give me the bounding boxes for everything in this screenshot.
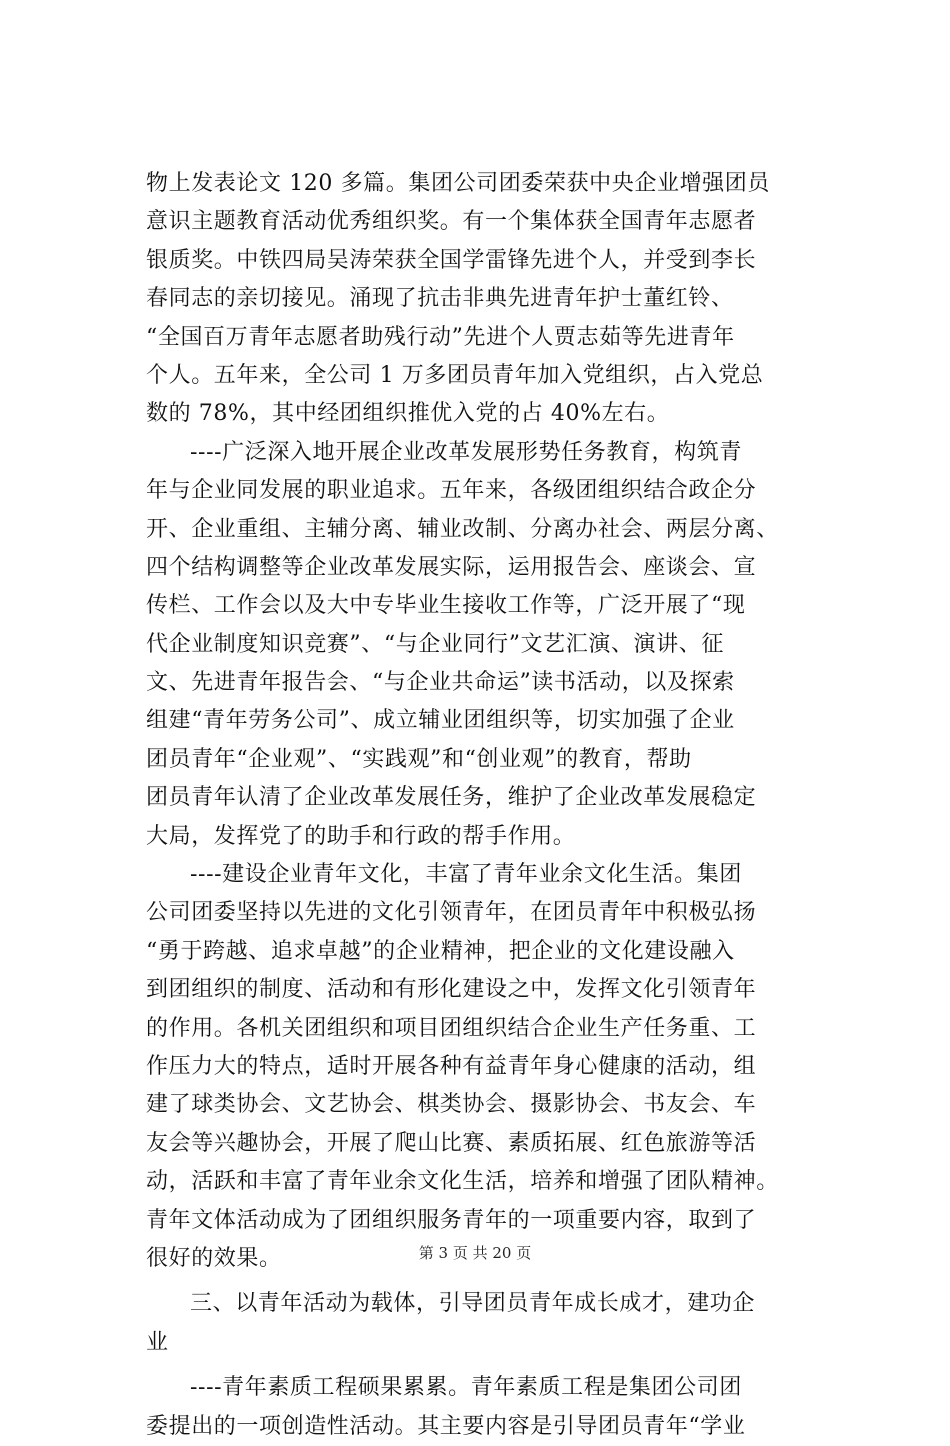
text-line: 委提出的一项创造性活动。其主要内容是引导团员青年“学业 xyxy=(146,1413,746,1439)
text-line: “全国百万青年志愿者助残行动”先进个人贾志茹等先进青年 xyxy=(146,324,735,350)
text-line: 团员青年“企业观”、“实践观”和“创业观”的教育，帮助 xyxy=(146,746,692,772)
text-line: 银质奖。中铁四局吴涛荣获全国学雷锋先进个人，并受到李长 xyxy=(146,247,757,273)
text-line: 动，活跃和丰富了青年业余文化生活，培养和增强了团队精神。 xyxy=(146,1169,779,1195)
text-line: 建了球类协会、文艺协会、棋类协会、摄影协会、书友会、车 xyxy=(146,1092,757,1118)
text-line: 团员青年认清了企业改革发展任务，维护了企业改革发展稳定 xyxy=(146,785,757,811)
text-line: 公司团委坚持以先进的文化引领青年，在团员青年中积极弘扬 xyxy=(146,900,757,926)
text-line: 到团组织的制度、活动和有形化建设之中，发挥文化引领青年 xyxy=(146,977,757,1003)
text-line: 大局，发挥党了的助手和行政的帮手作用。 xyxy=(146,823,576,849)
text-line: 青年文体活动成为了团组织服务青年的一项重要内容，取到了 xyxy=(146,1207,757,1233)
section-heading-line: 业 xyxy=(146,1329,169,1355)
text-line: 传栏、工作会以及大中专毕业生接收工作等，广泛开展了“现 xyxy=(146,593,746,619)
text-line: 个人。五年来，全公司 1 万多团员青年加入党组织，占入党总 xyxy=(146,362,764,388)
text-line: 四个结构调整等企业改革发展实际，运用报告会、座谈会、宣 xyxy=(146,554,757,580)
text-line: 作压力大的特点，适时开展各种有益青年身心健康的活动，组 xyxy=(146,1053,757,1079)
text-line: 物上发表论文 120 多篇。集团公司团委荣获中央企业增强团员 xyxy=(146,171,770,196)
text-line: 代企业制度知识竞赛”、“与企业同行”文艺汇演、演讲、征 xyxy=(146,631,724,657)
section-heading-three xyxy=(146,1285,836,1362)
text-line: 的作用。各机关团组织和项目团组织结合企业生产任务重、工 xyxy=(146,1015,757,1041)
section-heading-line: 三、以青年活动为载体，引导团员青年成长成才，建功企 xyxy=(190,1291,756,1317)
text-line: 很好的效果。 xyxy=(146,1245,282,1271)
paragraph-awards xyxy=(146,165,836,434)
text-line: 年与企业同发展的职业追求。五年来，各级团组织结合政企分 xyxy=(146,478,757,504)
paragraph-gap xyxy=(146,1278,836,1285)
paragraph-quality-project xyxy=(146,1369,836,1446)
text-line: “勇于跨越、追求卓越”的企业精神，把企业的文化建设融入 xyxy=(146,938,735,964)
text-line: ----广泛深入地开展企业改革发展形势任务教育，构筑青 xyxy=(190,439,742,465)
text-line: 文、先进青年报告会、“与企业共命运”读书活动，以及探索 xyxy=(146,670,735,696)
text-line: 意识主题教育活动优秀组织奖。有一个集体获全国青年志愿者 xyxy=(146,209,757,235)
page-number-footer: 第 3 页 共 20 页 xyxy=(418,1244,532,1262)
paragraph-reform-education xyxy=(146,434,836,856)
text-line: ----青年素质工程硕果累累。青年素质工程是集团公司团 xyxy=(190,1375,742,1401)
text-line: 数的 78%，其中经团组织推优入党的占 40%左右。 xyxy=(146,401,670,427)
text-line: ----建设企业青年文化，丰富了青年业余文化生活。集团 xyxy=(190,862,742,888)
text-line: 友会等兴趣协会，开展了爬山比赛、素质拓展、红色旅游等活 xyxy=(146,1130,757,1156)
paragraph-gap xyxy=(146,1362,836,1369)
text-line: 春同志的亲切接见。涌现了抗击非典先进青年护士董红铃、 xyxy=(146,286,734,312)
text-line: 开、企业重组、主辅分离、辅业改制、分离办社会、两层分离、 xyxy=(146,516,779,542)
paragraph-youth-culture xyxy=(146,856,836,1278)
text-line: 组建“青年劳务公司”、成立辅业团组织等，切实加强了企业 xyxy=(146,708,735,734)
